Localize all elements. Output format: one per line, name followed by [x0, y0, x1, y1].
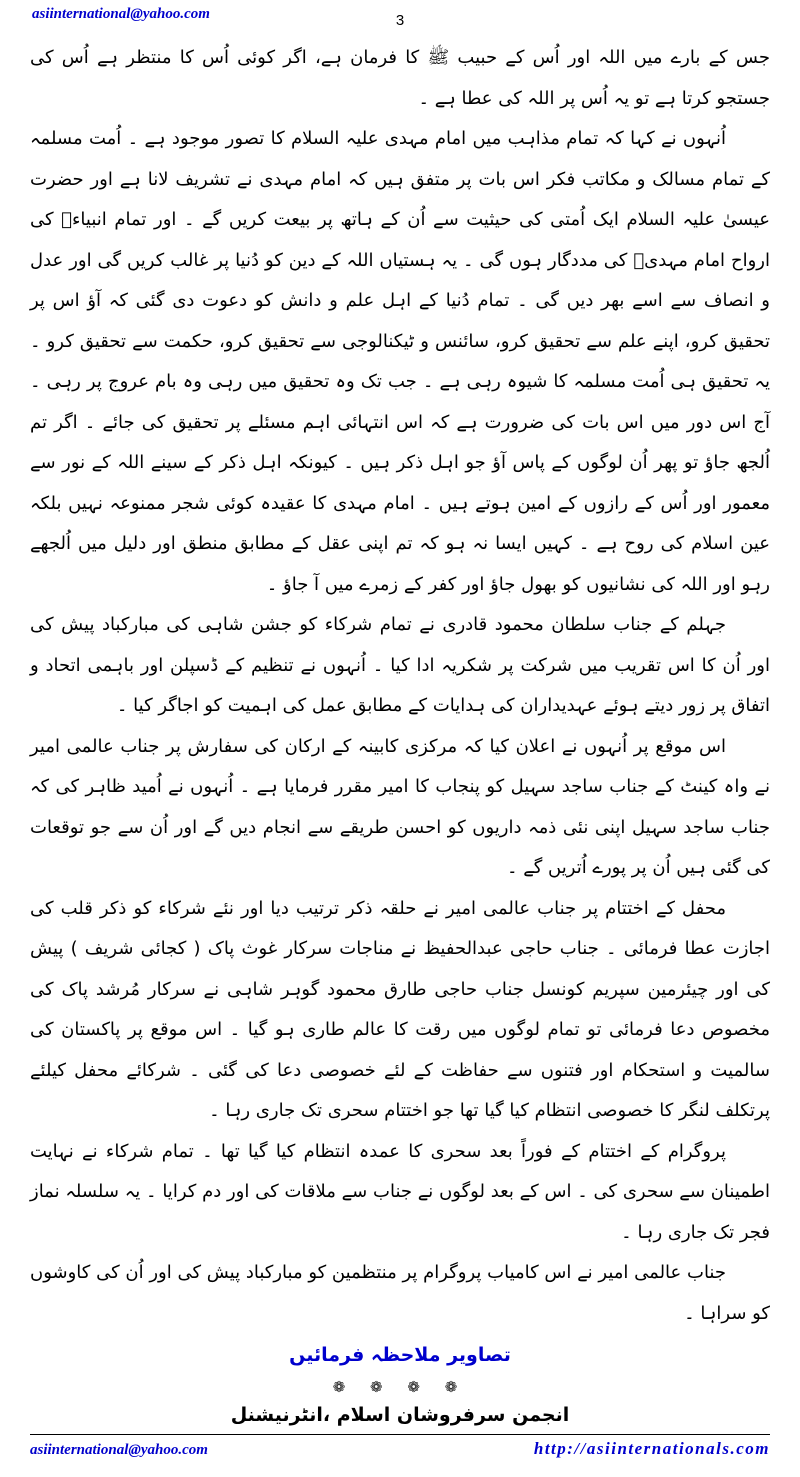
- footer-divider-rule: [30, 1434, 770, 1435]
- paragraph-3: جہلم کے جناب سلطان محمود قادری نے تمام شرکاء کو جشن شاہی کی مبارکباد پیش کی اور اُن کا اس تقریب میں شرکت پر شکریہ ادا کیا ۔ اُنہوں نے تنظیم کے ڈسپلن اور باہمی اتحاد و اتفاق پر زور دیتے ہوئے عہدیداران کی ہدایات کے مطابق عمل کی اہمیت کو اجاگر کیا ۔: [30, 614, 770, 716]
- paragraph-4: اس موقع پر اُنہوں نے اعلان کیا کہ مرکزی کابینہ کے ارکان کی سفارش پر جناب عالمی امیر نے واہ کینٹ کے جناب ساجد سہیل کو پنجاب کا امیر مقرر فرمایا ہے ۔ اُنہوں نے اُمید ظاہر کی کہ جناب ساجد سہیل اپنی نئی ذمہ داریوں کو احسن طریقے سے انجام دیں گے اور اُن سے جو توقعات کی گئی ہیں اُن پر پورے اُتریں گے ۔: [30, 735, 770, 878]
- view-photos-link[interactable]: تصاویر ملاحظہ فرمائیں: [289, 1344, 511, 1366]
- page-header: [30, 4, 770, 38]
- paragraph-2: اُنہوں نے کہا کہ تمام مذاہب میں امام مہدی علیہ السلام کا تصور موجود ہے ۔ اُمت مسلمہ کے تمام مسالک و مکاتب فکر اس بات پر متفق ہیں کہ امام مہدی نے تشریف لانا ہے اور حضرت عیسیٰ علیہ السلام ایک اُمتی کی حیثیت سے اُن کے ہاتھ پر بیعت کریں گے ۔ اور تمام انبیاءؑ کی ارواح امام مہدیؑ کی مددگار ہوں گی ۔ یہ ہستیاں اللہ کے دین کو دُنیا پر غالب کریں گی اور عدل و انصاف سے اسے بھر دیں گی ۔ تمام دُنیا کے اہل علم و دانش کو دعوت دی گئی کہ آؤ اس پر تحقیق کرو، اپنے علم سے تحقیق کرو، سائنس و ٹیکنالوجی سے تحقیق کرو، حکمت سے تحقیق کرو ۔ یہ تحقیق ہی اُمت مسلمہ کا شیوہ رہی ہے ۔ جب تک وہ تحقیق میں رہی وہ بام عروج پر رہی ۔ آج اس دور میں اس بات کی ضرورت ہے کہ اس انتہائی اہم مسئلے پر تحقیق کی جائے ۔ اگر تم اُلجھ جاؤ تو پھر اُن لوگوں کے پاس آؤ جو اہل ذکر ہیں ۔ کیونکہ اہل ذکر کے سینے اللہ کے نور سے معمور اور اُس کے رازوں کے امین ہوتے ہیں ۔ امام مہدی کا عقیدہ کوئی شجر ممنوعہ نہیں بلکہ عین اسلام کی روح ہے ۔ کہیں ایسا نہ ہو کہ تم اپنی عقل کے مطابق منطق اور دلیل میں اُلجھے رہو اور اللہ کی نشانیوں کو بھول جاؤ اور کفر کے زمرے میں آ جاؤ ۔: [30, 128, 770, 595]
- organization-title: انجمن سرفروشان اسلام ،انٹرنیشنل: [230, 1404, 570, 1426]
- footer-website-link[interactable]: http://asiinternationals.com: [533, 1439, 770, 1458]
- paragraph-7: جناب عالمی امیر نے اس کامیاب پروگرام پر منتظمین کو مبارکباد پیش کی اور اُن کی کاوشوں کو سراہا ۔: [30, 1262, 770, 1324]
- footer-email-link[interactable]: asiinternational@yahoo.com: [30, 1442, 208, 1458]
- header-email-link[interactable]: asiinternational@yahoo.com: [32, 6, 210, 22]
- page-bottom-block: [30, 1334, 770, 1459]
- florette-ornament-divider: ❁ ❁ ❁ ❁: [332, 1378, 468, 1396]
- page-footer: [30, 1439, 770, 1459]
- article-body: [30, 38, 770, 1334]
- page-number: 3: [395, 12, 405, 29]
- paragraph-5: محفل کے اختتام پر جناب عالمی امیر نے حلقہ ذکر ترتیب دیا اور نئے شرکاء کو ذکر قلب کی اجازت عطا فرمائی ۔ جناب حاجی عبدالحفیظ نے مناجات سرکار غوث پاک ( کجائی شریف ) پیش کی اور چیئرمین سپریم کونسل جناب حاجی طارق محمود گوہر شاہی نے سرکار مُرشد پاک کی مخصوص دعا فرمائی تو تمام لوگوں میں رقت کا عالم طاری ہو گیا ۔ اس موقع پر پاکستان کی سالمیت و استحکام اور فتنوں سے حفاظت کے لئے خصوصی دعا کی گئی ۔ شرکائے محفل کیلئے پرتکلف لنگر کا خصوصی انتظام کیا گیا تھا جو اختتام سحری تک جاری رہا ۔: [30, 897, 770, 1121]
- paragraph-6: پروگرام کے اختتام کے فوراً بعد سحری کا عمدہ انتظام کیا گیا تھا ۔ تمام شرکاء نے نہایت اطمینان سے سحری کی ۔ اس کے بعد لوگوں نے جناب سے ملاقات کی اور دم کرایا ۔ یہ سلسلہ نماز فجر تک جاری رہا ۔: [30, 1140, 770, 1243]
- paragraph-1: جس کے بارے میں اللہ اور اُس کے حبیب ﷺ کا فرمان ہے، اگر کوئی اُس کا منتظر ہے اُس کی جستجو کرتا ہے تو یہ اُس پر اللہ کی عطا ہے ۔: [30, 47, 770, 109]
